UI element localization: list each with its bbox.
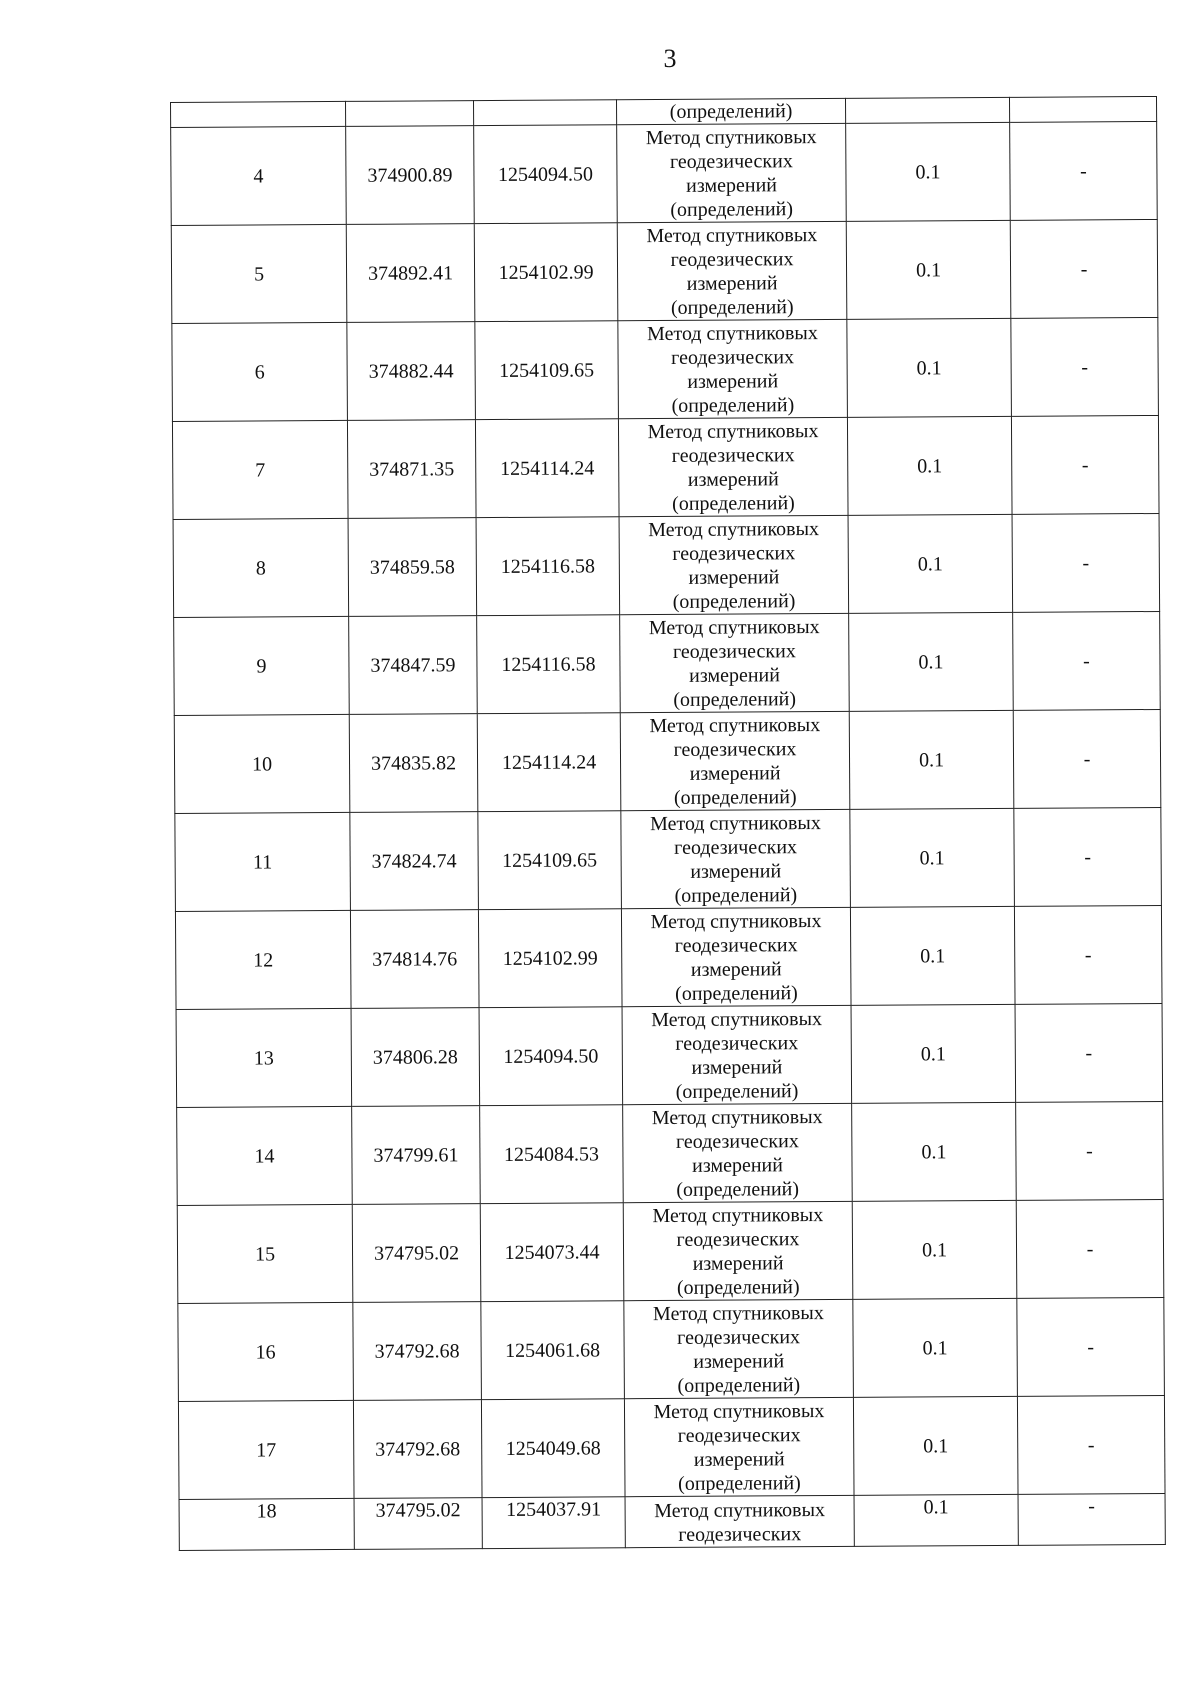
cell-method: [620, 613, 850, 712]
cell-description: -: [1012, 513, 1160, 612]
method-text-line: (определений): [672, 491, 795, 515]
method-text-line: геодезических: [672, 639, 796, 663]
method-text-line: (определений): [670, 295, 794, 319]
method-text-line: геодезических: [673, 737, 797, 761]
cell-point-number: 10: [174, 714, 350, 813]
method-text-line: измерений: [690, 859, 782, 883]
cell-method: [625, 1495, 854, 1547]
table-row: [174, 709, 1161, 813]
method-text-line: измерений: [693, 1349, 785, 1373]
cell-x-coordinate: 374882.44: [347, 322, 476, 421]
cell-x-coordinate: 374847.59: [349, 616, 478, 715]
cell-accuracy: 0.1: [852, 1200, 1017, 1299]
method-text-line: геодезических: [674, 835, 798, 859]
method-text-line: геодезических: [677, 1325, 801, 1349]
cell-y-coordinate: 1254094.50: [479, 1007, 623, 1106]
cell-x-coordinate: 374900.89: [346, 126, 475, 225]
method-text-line: измерений: [688, 565, 780, 589]
method-text-line: измерений: [693, 1447, 785, 1471]
table-row: [177, 1101, 1164, 1205]
cell-point-number: 7: [172, 420, 348, 519]
method-text-line: геодезических: [671, 443, 795, 467]
method-text-line: геодезических: [669, 149, 793, 173]
cell-x-coordinate: 374835.82: [349, 714, 478, 813]
coordinates-sheet: [170, 96, 1159, 1551]
cell-accuracy: 0.1: [846, 220, 1011, 319]
cell-y-coordinate: 1254109.65: [478, 811, 622, 910]
cell-x-coordinate: 374799.61: [352, 1106, 481, 1205]
table-row: [176, 1003, 1163, 1107]
cell-y-coordinate: 1254114.24: [477, 713, 621, 812]
cell-point-number: 8: [173, 518, 349, 617]
cell-method: [620, 711, 850, 810]
table-row: [177, 1199, 1164, 1303]
method-text-line: (определений): [672, 589, 796, 613]
method-text-line: геодезических: [678, 1523, 802, 1546]
cell-x-coordinate: [345, 101, 473, 127]
coordinates-table: [170, 96, 1166, 1551]
cell-description: -: [1011, 415, 1159, 514]
cell-point-number: 14: [177, 1106, 353, 1205]
cell-y-coordinate: 1254114.24: [475, 419, 619, 518]
cell-point-number: 17: [178, 1400, 354, 1499]
cell-accuracy: 0.1: [853, 1298, 1018, 1397]
table-row: [174, 611, 1161, 715]
method-text-line: (определений): [673, 687, 797, 711]
cell-description: -: [1018, 1493, 1165, 1545]
method-text-line: геодезических: [675, 1129, 799, 1153]
cell-accuracy: 0.1: [846, 122, 1011, 221]
cell-point-number: 18: [179, 1498, 354, 1550]
cell-y-coordinate: 1254061.68: [481, 1301, 625, 1400]
method-text-line: Метод спутниковых: [653, 1399, 825, 1423]
cell-accuracy: 0.1: [852, 1102, 1017, 1201]
cell-method: [623, 1201, 853, 1300]
cell-accuracy: 0.1: [850, 808, 1015, 907]
cell-accuracy: [845, 97, 1009, 123]
method-text-line: измерений: [687, 369, 779, 393]
table-row: [175, 807, 1162, 911]
cell-point-number: 12: [175, 910, 351, 1009]
cell-y-coordinate: 1254084.53: [480, 1105, 624, 1204]
table-row: [172, 317, 1159, 421]
cell-description: -: [1015, 1003, 1163, 1102]
method-text-line: Метод спутниковых: [650, 909, 822, 933]
method-text-line: (определений): [677, 1373, 801, 1397]
table-row: [171, 121, 1158, 225]
method-text-line: (определений): [676, 1275, 800, 1299]
cell-x-coordinate: 374795.02: [354, 1498, 482, 1550]
method-text-line: измерений: [692, 1251, 784, 1275]
cell-point-number: 11: [175, 812, 351, 911]
coordinates-table-body: [171, 96, 1166, 1550]
cell-method: [624, 1397, 854, 1496]
cell-point-number: 9: [174, 616, 350, 715]
cell-x-coordinate: 374792.68: [353, 1400, 482, 1499]
cell-y-coordinate: 1254049.68: [481, 1399, 625, 1498]
page-number: 3: [663, 44, 677, 73]
table-row: [178, 1297, 1165, 1401]
method-text-line: измерений: [692, 1153, 783, 1177]
cell-description: -: [1016, 1101, 1164, 1200]
cell-accuracy: 0.1: [847, 318, 1012, 417]
cell-y-coordinate: 1254037.91: [482, 1497, 625, 1549]
cell-method: [621, 809, 851, 908]
cell-x-coordinate: 374814.76: [350, 910, 479, 1009]
cell-method: [623, 1103, 853, 1202]
cell-method: [622, 1005, 852, 1104]
method-text-line: измерений: [690, 957, 782, 981]
method-text-line: (определений): [675, 1079, 799, 1103]
cell-accuracy: 0.1: [851, 1004, 1016, 1103]
method-text-line: измерений: [686, 271, 778, 295]
cell-accuracy: 0.1: [847, 416, 1012, 515]
method-text-line: (определений): [675, 981, 798, 1005]
cell-y-coordinate: [473, 100, 616, 126]
method-text-line: геодезических: [672, 541, 796, 565]
cell-point-number: [171, 101, 346, 127]
cell-y-coordinate: 1254073.44: [480, 1203, 624, 1302]
cell-description: -: [1013, 709, 1161, 808]
method-text-line: Метод спутниковых: [646, 321, 818, 345]
cell-description: [1009, 96, 1156, 122]
method-text-line: Метод спутниковых: [652, 1203, 824, 1227]
method-text-line: измерений: [687, 467, 779, 491]
cell-y-coordinate: 1254094.50: [474, 125, 618, 224]
method-text-line: (определений): [678, 1471, 801, 1495]
cell-method: [617, 123, 847, 222]
method-text-line: измерений: [689, 663, 780, 687]
cell-x-coordinate: 374824.74: [350, 812, 479, 911]
cell-accuracy: 0.1: [850, 906, 1015, 1005]
method-text-line: геодезических: [677, 1423, 801, 1447]
table-row: [175, 905, 1162, 1009]
method-text-line: Метод спутниковых: [649, 713, 821, 737]
method-text-line: измерений: [691, 1055, 783, 1079]
cell-accuracy: 0.1: [853, 1396, 1018, 1495]
method-text-line: (определений): [673, 785, 797, 809]
cell-y-coordinate: 1254116.58: [476, 517, 620, 616]
method-text-line: Метод спутниковых: [649, 811, 821, 835]
method-text-line: геодезических: [671, 345, 795, 369]
cell-description: -: [1010, 121, 1158, 220]
cell-y-coordinate: 1254102.99: [474, 223, 618, 322]
cell-method: [619, 515, 849, 614]
cell-method: [621, 907, 851, 1006]
method-text-line: Метод спутниковых: [646, 223, 818, 247]
method-text-line: (определений): [670, 197, 794, 221]
cell-point-number: 13: [176, 1008, 352, 1107]
table-row: [171, 219, 1158, 323]
cell-x-coordinate: 374792.68: [353, 1302, 482, 1401]
cell-x-coordinate: 374871.35: [347, 420, 476, 519]
cell-accuracy: 0.1: [849, 612, 1014, 711]
cell-description: -: [1011, 317, 1159, 416]
method-text-line: (определений): [671, 393, 795, 417]
cell-y-coordinate: 1254116.58: [477, 615, 621, 714]
cell-method: (определений): [616, 98, 845, 124]
cell-point-number: 15: [177, 1204, 353, 1303]
method-text-line: измерений: [689, 761, 781, 785]
cell-method: [624, 1299, 854, 1398]
cell-accuracy: 0.1: [854, 1494, 1018, 1546]
cell-x-coordinate: 374795.02: [352, 1204, 481, 1303]
cell-description: -: [1016, 1199, 1164, 1298]
method-text-line: Метод спутниковых: [651, 1105, 823, 1129]
cell-x-coordinate: 374892.41: [346, 224, 475, 323]
method-text-line: (определений): [676, 1177, 800, 1201]
cell-x-coordinate: 374859.58: [348, 518, 477, 617]
cell-accuracy: 0.1: [849, 710, 1014, 809]
cell-accuracy: 0.1: [848, 514, 1013, 613]
method-text-line: Метод спутниковых: [645, 125, 817, 149]
cell-description: -: [1014, 905, 1162, 1004]
cell-point-number: 5: [171, 224, 347, 323]
cell-y-coordinate: 1254102.99: [478, 909, 622, 1008]
method-text-line: измерений: [686, 173, 778, 197]
method-text-line: геодезических: [670, 247, 794, 271]
method-text-line: (определений): [674, 883, 798, 907]
method-text-line: Метод спутниковых: [648, 517, 820, 541]
method-text-line: геодезических: [675, 1031, 799, 1055]
table-row: [172, 415, 1159, 519]
cell-method: [618, 417, 848, 516]
cell-point-number: 4: [171, 126, 347, 225]
method-text-line: геодезических: [676, 1227, 800, 1251]
method-text-line: геодезических: [674, 933, 798, 957]
cell-description: -: [1010, 219, 1158, 318]
table-row: [178, 1395, 1165, 1499]
cell-point-number: 6: [172, 322, 348, 421]
method-text-line: Метод спутниковых: [652, 1301, 824, 1325]
method-text-line: Метод спутниковых: [647, 419, 819, 443]
table-row: [173, 513, 1160, 617]
method-text-line: Метод спутниковых: [648, 615, 820, 639]
cell-description: -: [1013, 611, 1161, 710]
cell-description: -: [1017, 1297, 1165, 1396]
cell-method: [618, 319, 848, 418]
method-text-line: Метод спутниковых: [651, 1007, 823, 1031]
cell-method: [617, 221, 847, 320]
cell-point-number: 16: [178, 1302, 354, 1401]
cell-x-coordinate: 374806.28: [351, 1008, 480, 1107]
cell-description: -: [1017, 1395, 1165, 1494]
table-row: [179, 1493, 1165, 1550]
cell-y-coordinate: 1254109.65: [475, 321, 619, 420]
cell-description: -: [1014, 807, 1162, 906]
method-text-line: Метод спутниковых: [654, 1499, 826, 1523]
